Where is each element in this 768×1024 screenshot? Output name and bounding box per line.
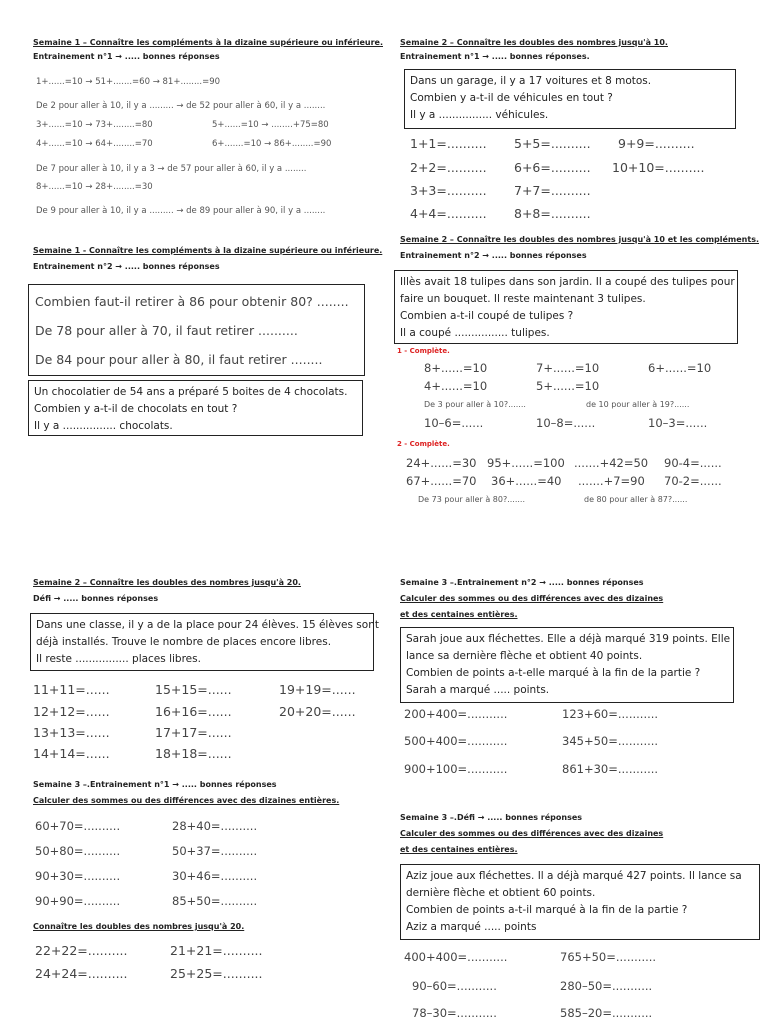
- s2b-c2-question-1: De 73 pour aller à 80?.......: [418, 495, 525, 504]
- s2b-c2-question-2: de 80 pour aller à 87?......: [584, 495, 688, 504]
- s5-problem-line-4: Sarah a marqué ..... points.: [406, 684, 550, 696]
- s2a-op-10: 8+8=..........: [514, 206, 591, 221]
- s1-line-5: 4+......=10 → 64+........=70: [36, 139, 153, 149]
- s3-problem-line-2: déjà installés. Trouve le nombre de places encore libres.: [36, 636, 332, 648]
- s2b-c2-op-2: 95+......=100: [487, 456, 565, 470]
- s1-line-1: 1+......=10 → 51+.......=60 → 81+........=90: [36, 77, 221, 87]
- s6-title: Semaine 3 –.Défi → ..... bonnes réponses: [400, 813, 583, 822]
- s2b-c1-op-7: 10–8=......: [536, 416, 596, 430]
- s2a-op-9: 4+4=..........: [410, 206, 487, 221]
- s1-subtitle: Entrainement n°1 → ..... bonnes réponses: [33, 52, 220, 61]
- s2a-op-4: 2+2=..........: [410, 160, 487, 175]
- s2b-complete-label-1: 1 - Complète.: [397, 347, 450, 355]
- s2a-problem-line-1: Dans un garage, il y a 17 voitures et 8 motos.: [410, 75, 652, 87]
- s5-op-4: 345+50=...........: [562, 734, 659, 748]
- s2b-problem-box: [394, 270, 738, 344]
- s1b-title: Semaine 1 - Connaître les compléments à la dizaine supérieure ou inférieure.: [33, 246, 383, 255]
- s2a-op-6: 10+10=..........: [612, 160, 705, 175]
- s2b-c2-op-6: 36+......=40: [491, 474, 562, 488]
- s4-op-11: 24+24=..........: [35, 966, 128, 981]
- s2b-c1-op-1: 8+......=10: [424, 361, 488, 375]
- s2b-c1-op-5: 5+......=10: [536, 379, 600, 393]
- s2a-op-5: 6+6=..........: [514, 160, 591, 175]
- s2b-c2-op-1: 24+......=30: [406, 456, 477, 470]
- s6-op-5: 78–30=...........: [412, 1006, 497, 1020]
- s1-line-9: De 9 pour aller à 10, il y a ......... → de 89 pour aller à 90, il y a ........: [36, 206, 326, 216]
- s5-op-1: 200+400=...........: [404, 707, 508, 721]
- s2b-title: Semaine 2 – Connaître les doubles des nombres jusqu'à 10 et les compléments.: [400, 235, 760, 244]
- s2a-subtitle: Entrainement n°1 → ..... bonnes réponses.: [400, 52, 590, 61]
- s6-problem-line-2: dernière flèche et obtient 60 points.: [406, 887, 596, 899]
- s2b-problem-line-1: Illès avait 18 tulipes dans son jardin. Il a coupé des tulipes pour: [400, 276, 735, 288]
- s1b-question-box: [28, 284, 365, 376]
- s6-subtitle-2: et des centaines entières.: [400, 845, 518, 854]
- s5-problem-line-2: lance sa dernière flèche et obtient 40 points.: [406, 650, 643, 662]
- s4-subtitle-2: Connaître les doubles des nombres jusqu'à 20.: [33, 922, 245, 931]
- s4-op-5: 90+30=..........: [35, 869, 121, 883]
- s3-op-10: 18+18=......: [155, 746, 232, 761]
- s3-title: Semaine 2 – Connaître les doubles des nombres jusqu'à 20.: [33, 578, 301, 587]
- s2b-c2-op-7: .......+7=90: [578, 474, 645, 488]
- s2a-op-3: 9+9=..........: [618, 136, 695, 151]
- s5-op-6: 861+30=...........: [562, 762, 659, 776]
- s3-op-1: 11+11=......: [33, 682, 110, 697]
- s2b-c1-op-8: 10–3=......: [648, 416, 708, 430]
- s6-problem-box: [400, 864, 760, 940]
- s6-op-4: 280–50=...........: [560, 979, 653, 993]
- s4-op-1: 60+70=..........: [35, 819, 121, 833]
- s3-op-7: 13+13=......: [33, 725, 110, 740]
- s3-problem-box: [30, 613, 379, 671]
- s4-op-9: 22+22=..........: [35, 943, 128, 958]
- s2a-op-1: 1+1=..........: [410, 136, 487, 151]
- s2a-problem-line-2: Combien y a-t-il de véhicules en tout ?: [410, 92, 613, 104]
- s4-subtitle: Calculer des sommes ou des différences avec des dizaines entières.: [33, 796, 340, 805]
- s1b-question-1: Combien faut-il retirer à 86 pour obtenir 80? ........: [35, 294, 349, 309]
- s6-problem-line-1: Aziz joue aux fléchettes. Il a déjà marqué 427 points. Il lance sa: [406, 870, 742, 882]
- s6-op-2: 765+50=...........: [560, 950, 657, 964]
- s2b-problem-line-2: faire un bouquet. Il reste maintenant 3 tulipes.: [400, 293, 646, 305]
- s4-title: Semaine 3 –.Entrainement n°1 → ..... bonnes réponses: [33, 780, 277, 789]
- s5-title: Semaine 3 –.Entrainement n°2 → ..... bonnes réponses: [400, 578, 644, 587]
- s2a-op-8: 7+7=..........: [514, 183, 591, 198]
- s2b-c1-op-2: 7+......=10: [536, 361, 600, 375]
- s3-op-4: 12+12=......: [33, 704, 110, 719]
- s6-problem-line-3: Combien de points a-t-il marqué à la fin de la partie ?: [406, 904, 688, 916]
- s2a-problem-line-3: Il y a ................ véhicules.: [410, 109, 549, 121]
- s1b-problem-line-1: Un chocolatier de 54 ans a préparé 5 boites de 4 chocolats.: [34, 386, 348, 398]
- s2b-subtitle: Entrainement n°2 → ..... bonnes réponses: [400, 251, 587, 260]
- s1b-problem-line-3: Il y a ................ chocolats.: [34, 420, 173, 432]
- s4-op-8: 85+50=..........: [172, 894, 258, 908]
- s6-problem-line-4: Aziz a marqué ..... points: [406, 921, 537, 933]
- s2b-complete-label-2: 2 - Complète.: [397, 440, 450, 448]
- s3-op-5: 16+16=......: [155, 704, 232, 719]
- s4-op-10: 21+21=..........: [170, 943, 263, 958]
- s3-problem-line-3: Il reste ................ places libres.: [36, 653, 201, 665]
- s1b-question-2: De 78 pour aller à 70, il faut retirer ..........: [35, 323, 298, 338]
- s4-op-3: 50+80=..........: [35, 844, 121, 858]
- s3-op-3: 19+19=......: [279, 682, 356, 697]
- s4-op-6: 30+46=..........: [172, 869, 258, 883]
- s2b-c1-question-2: de 10 pour aller à 19?......: [586, 400, 690, 409]
- s1b-problem-line-2: Combien y a-t-il de chocolats en tout ?: [34, 403, 238, 415]
- s2b-c1-op-6: 10–6=......: [424, 416, 484, 430]
- s4-op-12: 25+25=..........: [170, 966, 263, 981]
- s5-op-2: 123+60=...........: [562, 707, 659, 721]
- s1-line-3: 3+......=10 → 73+........=80: [36, 120, 153, 130]
- s1-line-2: De 2 pour aller à 10, il y a ......... → de 52 pour aller à 60, il y a ........: [36, 101, 326, 111]
- s3-op-6: 20+20=......: [279, 704, 356, 719]
- s1-title: Semaine 1 – Connaître les compléments à la dizaine supérieure ou inférieure.: [33, 38, 383, 47]
- s1-line-6: 6+.......=10 → 86+........=90: [212, 139, 332, 149]
- s2b-problem-line-4: Il a coupé ................ tulipes.: [400, 327, 550, 339]
- s5-subtitle-2: et des centaines entières.: [400, 610, 518, 619]
- s2b-c1-op-4: 4+......=10: [424, 379, 488, 393]
- s2b-c2-op-3: .......+42=50: [574, 456, 649, 470]
- s3-problem-line-1: Dans une classe, il y a de la place pour 24 élèves. 15 élèves sont: [36, 619, 379, 631]
- s6-op-3: 90–60=...........: [412, 979, 497, 993]
- s2a-op-7: 3+3=..........: [410, 183, 487, 198]
- s3-op-2: 15+15=......: [155, 682, 232, 697]
- s6-op-6: 585–20=...........: [560, 1006, 653, 1020]
- s2b-c2-op-8: 70-2=......: [664, 474, 722, 488]
- s3-op-9: 14+14=......: [33, 746, 110, 761]
- s5-problem-line-1: Sarah joue aux fléchettes. Elle a déjà marqué 319 points. Elle: [406, 633, 731, 645]
- s2a-problem-box: [404, 69, 736, 129]
- s4-op-7: 90+90=..........: [35, 894, 121, 908]
- s2b-c1-question-1: De 3 pour aller à 10?.......: [424, 400, 526, 409]
- s1b-subtitle: Entrainement n°2 → ..... bonnes réponses: [33, 262, 220, 271]
- s5-subtitle-1: Calculer des sommes ou des différences avec des dizaines: [400, 594, 664, 603]
- s1b-question-3: De 84 pour pour aller à 80, il faut retirer ........: [35, 352, 323, 367]
- s5-op-5: 900+100=...........: [404, 762, 508, 776]
- s5-problem-box: [400, 627, 734, 703]
- s6-subtitle-1: Calculer des sommes ou des différences avec des dizaines: [400, 829, 664, 838]
- s2b-problem-line-3: Combien a-t-il coupé de tulipes ?: [400, 310, 574, 322]
- s6-op-1: 400+400=...........: [404, 950, 508, 964]
- s1-line-4: 5+......=10 → ........+75=80: [212, 120, 329, 130]
- s2b-c2-op-4: 90-4=......: [664, 456, 722, 470]
- s3-subtitle: Défi → ..... bonnes réponses: [33, 594, 159, 603]
- s2a-op-2: 5+5=..........: [514, 136, 591, 151]
- s5-problem-line-3: Combien de points a-t-elle marqué à la fin de la partie ?: [406, 667, 701, 679]
- s2b-c1-op-3: 6+......=10: [648, 361, 712, 375]
- s1b-problem-box: [28, 380, 363, 436]
- s4-op-2: 28+40=..........: [172, 819, 258, 833]
- s1-line-8: 8+......=10 → 28+........=30: [36, 182, 153, 192]
- s2a-title: Semaine 2 – Connaître les doubles des nombres jusqu'à 10.: [400, 38, 668, 47]
- s2b-c2-op-5: 67+......=70: [406, 474, 477, 488]
- s3-op-8: 17+17=......: [155, 725, 232, 740]
- s4-op-4: 50+37=..........: [172, 844, 258, 858]
- s5-op-3: 500+400=...........: [404, 734, 508, 748]
- s1-line-7: De 7 pour aller à 10, il y a 3 → de 57 pour aller à 60, il y a ........: [36, 164, 307, 174]
